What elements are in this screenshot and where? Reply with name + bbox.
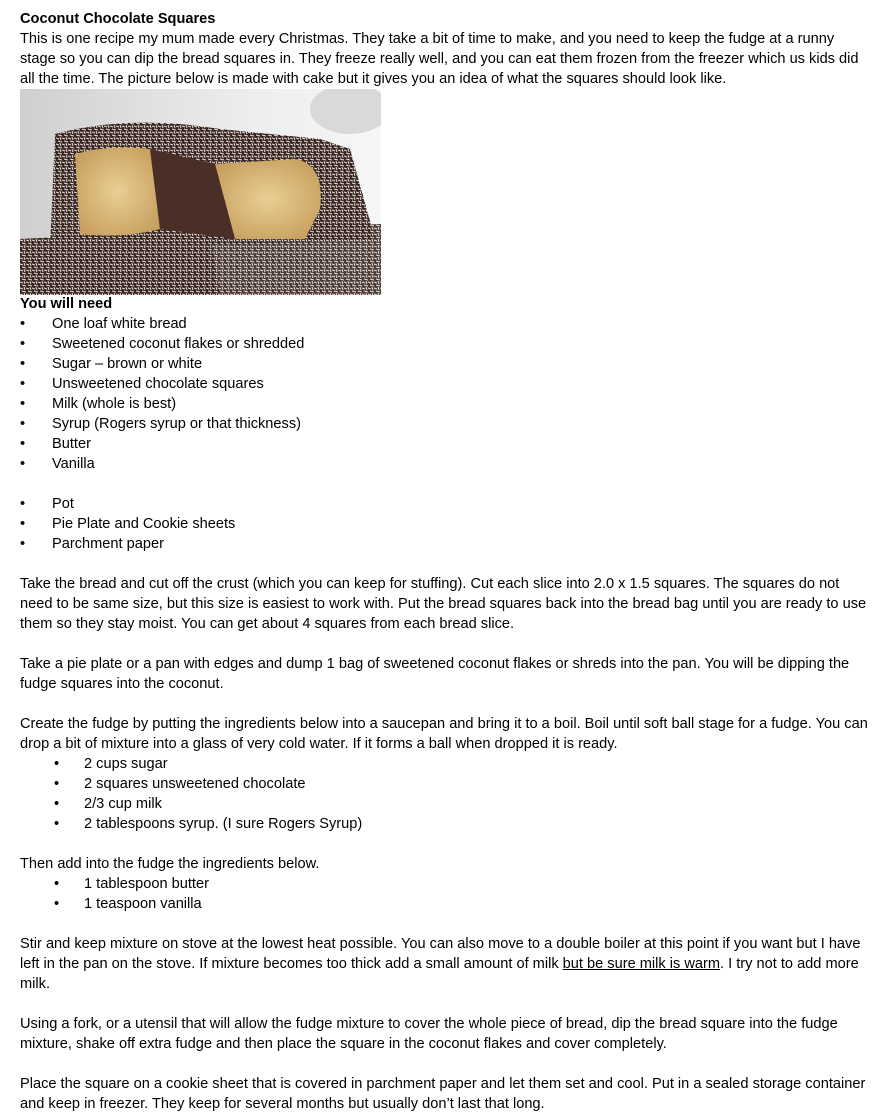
recipe-title: Coconut Chocolate Squares (20, 11, 216, 27)
step-dip-squares: Using a fork, or a utensil that will allow the fudge mixture to cover the whole piece of bread, dip the bread square into the fudge mixture, shake off extra fudge and then place the square in the coconut flakes and cover completely. (20, 1016, 838, 1052)
list-item: • Butter (20, 434, 870, 454)
step-set-and-freeze: Place the square on a cookie sheet that is covered in parchment paper and let them set and cool. Put in a sealed storage container and keep in freezer. They keep for several months but usually don’t last that long. (20, 1076, 866, 1112)
step-keep-warm (20, 934, 870, 994)
warm-milk-note: but be sure milk is warm (562, 956, 721, 972)
recipe-document (20, 9, 870, 1114)
list-item: • 2/3 cup milk (20, 794, 870, 814)
fudge-ingredients-list (20, 754, 870, 834)
coconut-squares-photo (20, 89, 381, 295)
equipment-list (20, 494, 870, 554)
list-item: • Vanilla (20, 454, 870, 474)
list-item: • Milk (whole is best) (20, 394, 870, 414)
step-keep-warm-text: Stir and keep mixture on stove at the lowest heat possible. You can also move to a double boiler at this point if you want but I have left in the pan on the stove. If mixture becomes too thick add a small amount of milk (20, 936, 861, 972)
ingredients-list (20, 314, 870, 474)
list-item: • One loaf white bread (20, 314, 870, 334)
list-item: • 2 squares unsweetened chocolate (20, 774, 870, 794)
list-item: • Pot (20, 494, 870, 514)
list-item: • Unsweetened chocolate squares (20, 374, 870, 394)
step-cut-bread: Take the bread and cut off the crust (which you can keep for stuffing). Cut each slice into 2.0 x 1.5 squares. The squares do not need to be same size, but this size is easiest to work with. Put the bread squares back into the bread bag until you are ready to use them so they stay moist. You can get about 4 squares from each bread slice. (20, 576, 867, 632)
list-item: • Syrup (Rogers syrup or that thickness) (20, 414, 870, 434)
list-item: • Sugar – brown or white (20, 354, 870, 374)
list-item: • Sweetened coconut flakes or shredded (20, 334, 870, 354)
list-item: • Parchment paper (20, 534, 870, 554)
list-item: • Pie Plate and Cookie sheets (20, 514, 870, 534)
step-coconut-pan: Take a pie plate or a pan with edges and dump 1 bag of sweetened coconut flakes or shreds into the pan. You will be dipping the fudge squares into the coconut. (20, 656, 850, 692)
list-item: • 1 teaspoon vanilla (20, 894, 870, 914)
step-keep-warm-end: . I try not to add more milk. (20, 956, 859, 992)
step-make-fudge: Create the fudge by putting the ingredients below into a saucepan and bring it to a boil. Boil until soft ball stage for a fudge. You can drop a bit of mixture into a glass of very cold water. If it forms a ball when dropped it is ready. (20, 716, 868, 752)
step-add-ingredients: Then add into the fudge the ingredients below. (20, 856, 320, 872)
you-will-need-heading: You will need (20, 296, 113, 312)
list-item: • 2 cups sugar (20, 754, 870, 774)
list-item: • 2 tablespoons syrup. (I sure Rogers Syrup) (20, 814, 870, 834)
intro-paragraph: This is one recipe my mum made every Christmas. They take a bit of time to make, and you need to keep the fudge at a runny stage so you can dip the bread squares in. They freeze really well, and you can eat them frozen from the freezer which us kids did all the time. The picture below is made with cake but it gives you an idea of what the squares should look like. (20, 31, 859, 87)
add-ingredients-list (20, 874, 870, 914)
list-item: • 1 tablespoon butter (20, 874, 870, 894)
